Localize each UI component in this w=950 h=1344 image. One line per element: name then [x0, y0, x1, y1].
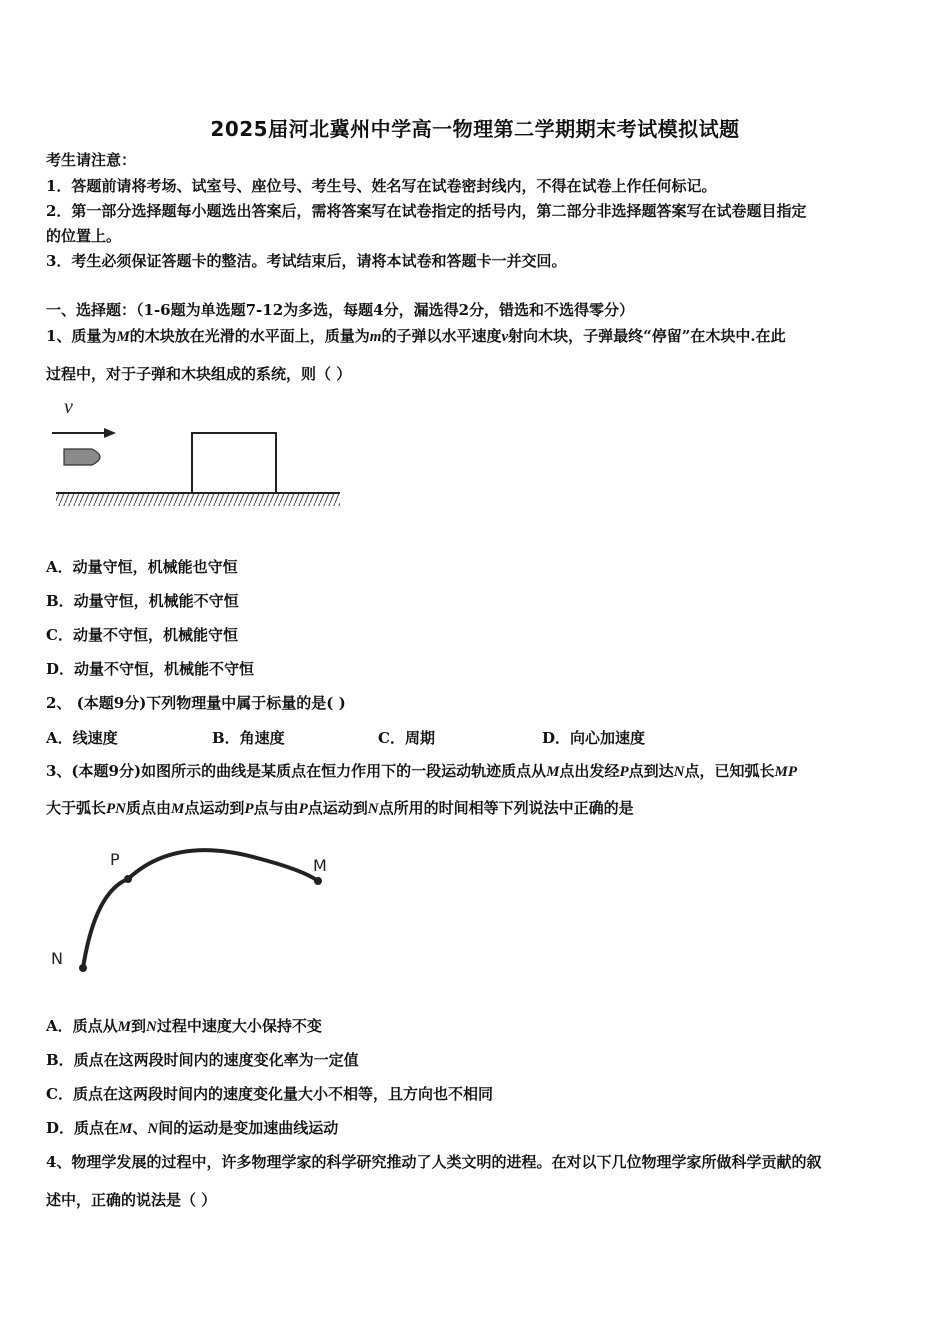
label-m: M	[313, 856, 327, 875]
notice-item-2: 2．第一部分选择题每小题选出答案后，需将答案写在试卷指定的括号内，第二部分非选择题答案写在试卷题目指定	[46, 202, 807, 220]
q1-stem-line1: 1、质量为M的木块放在光滑的水平面上，质量为m的子弹以水平速度v射向木块，子弹最终“停留”在木块中.在此	[46, 327, 786, 345]
q2-option-a: A．线速度	[46, 729, 118, 747]
q2-option-d: D．向心加速度	[542, 729, 646, 747]
notice-item-1: 1．答题前请将考场、试室号、座位号、考生号、姓名写在试卷密封线内，不得在试卷上作任何标记。	[46, 177, 717, 195]
q2-option-c: C．周期	[378, 729, 435, 747]
label-p: P	[110, 850, 120, 869]
ground-hatching	[56, 494, 340, 506]
velocity-label: v	[64, 396, 73, 418]
q4-stem-line2: 述中，正确的说法是（ ）	[46, 1191, 217, 1209]
q1-bullet-block-figure	[50, 395, 345, 510]
wooden-block	[192, 433, 276, 493]
notice-heading: 考生请注意：	[46, 151, 137, 169]
q3-option-c: C．质点在这两段时间内的速度变化量大小不相等，且方向也不相同	[46, 1085, 493, 1103]
arrow-head-icon	[104, 428, 116, 438]
section-heading: 一、选择题：（1-6题为单选题7-12为多选，每题4分，漏选得2分，错选和不选得零分）	[46, 301, 635, 319]
q1-option-a: A．动量守恒，机械能也守恒	[46, 558, 238, 576]
point-n	[79, 964, 87, 972]
q2-stem: 2、 (本题9分)下列物理量中属于标量的是( )	[46, 694, 346, 712]
q3-trajectory-figure	[45, 840, 345, 980]
notice-item-2-cont: 的位置上。	[46, 227, 122, 245]
q1-option-c: C．动量不守恒，机械能守恒	[46, 626, 238, 644]
label-n: N	[51, 949, 63, 968]
q3-stem-line1: 3、(本题9分)如图所示的曲线是某质点在恒力作用下的一段运动轨迹质点从M点出发经P点到达N点，已知弧长MP	[46, 762, 797, 780]
q3-option-d: D．质点在M、N间的运动是变加速曲线运动	[46, 1119, 339, 1137]
q2-option-b: B．角速度	[212, 729, 285, 747]
q3-option-a: A．质点从M到N过程中速度大小保持不变	[46, 1017, 322, 1035]
page-title: 2025届河北冀州中学高一物理第二学期期末考试模拟试题	[210, 117, 740, 141]
q2-options	[46, 727, 906, 747]
q1-option-d: D．动量不守恒，机械能不守恒	[46, 660, 255, 678]
q4-stem-line1: 4、物理学发展的过程中，许多物理学家的科学研究推动了人类文明的进程。在对以下几位物理学家所做科学贡献的叙	[46, 1153, 822, 1171]
point-m	[314, 877, 322, 885]
bullet-icon	[64, 449, 100, 465]
q3-stem-line2: 大于弧长PN质点由M点运动到P点与由P点运动到N点所用的时间相等下列说法中正确的是	[46, 799, 634, 817]
q1-option-b: B．动量守恒，机械能不守恒	[46, 592, 239, 610]
point-p	[124, 875, 132, 883]
notice-item-3: 3．考生必须保证答题卡的整洁。考试结束后，请将本试卷和答题卡一并交回。	[46, 252, 567, 270]
q1-stem-line2: 过程中，对于子弹和木块组成的系统，则（ ）	[46, 365, 352, 383]
q3-option-b: B．质点在这两段时间内的速度变化率为一定值	[46, 1051, 359, 1069]
